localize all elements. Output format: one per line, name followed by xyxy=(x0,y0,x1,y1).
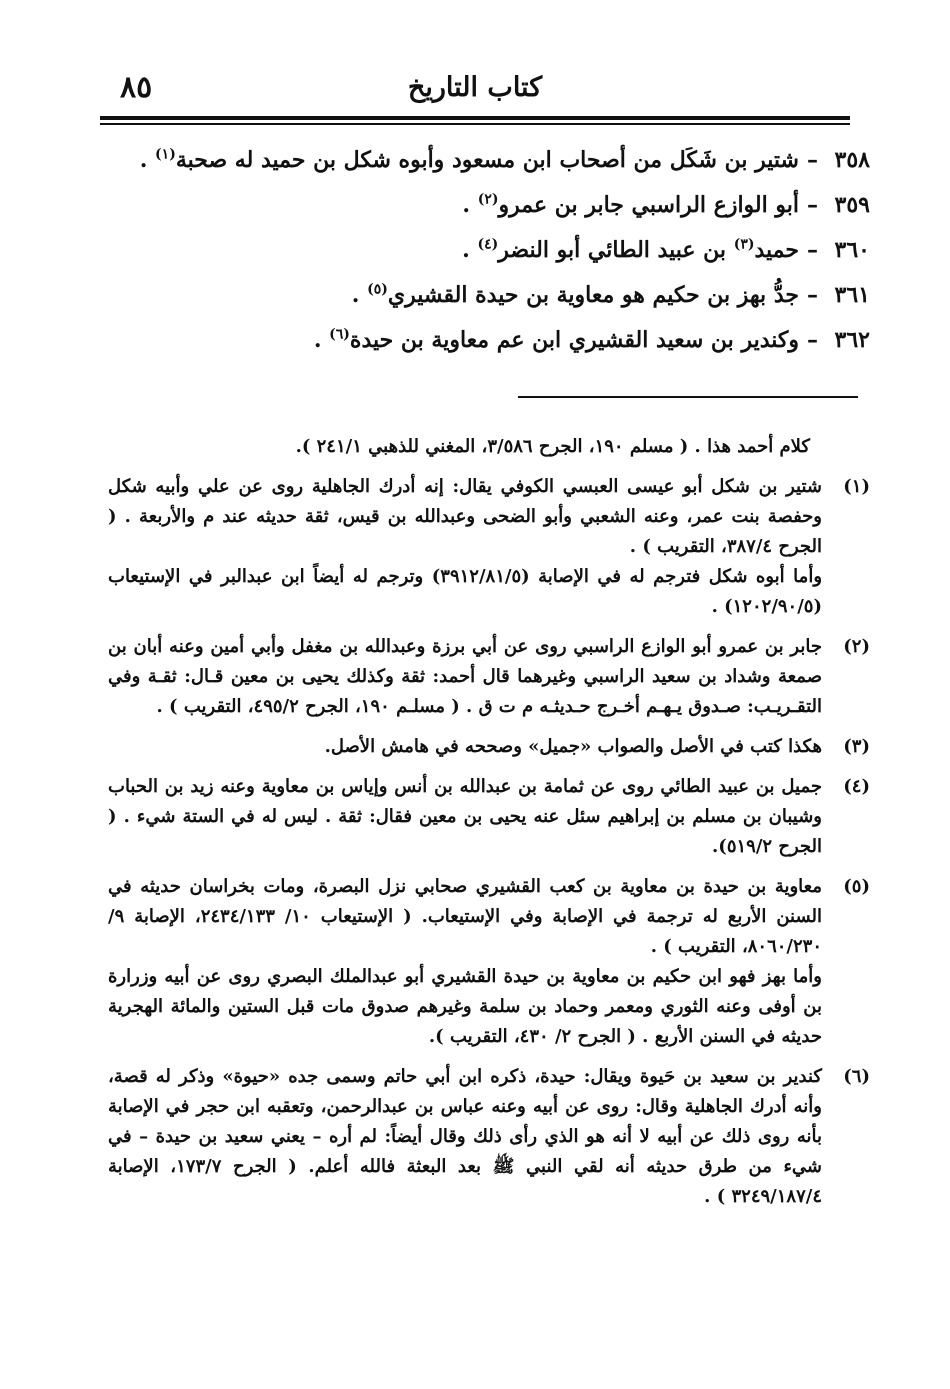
entry-361: ٣٦١–جدُّ بهز بن حكيم هو معاوية بن حيدة القشيري$^{(٥)}$ . xyxy=(110,273,870,318)
entry-358: ٣٥٨–شتير بن شَكَل من أصحاب ابن مسعود وأبوه شكل بن حميد له صحبة$^{(١)}$ . xyxy=(110,138,870,183)
entry-text: أبو الوازع الراسبي جابر بن عمرو xyxy=(498,192,799,218)
footnote-marker: (٦) xyxy=(843,1066,870,1087)
footnote-continuation: كلام أحمد هذا . ( مسلم ١٩٠، الجرح ٣/٥٨٦، المغني للذهبي ٢٤١/١ ). xyxy=(295,436,810,457)
footnote-marker: (٣) xyxy=(843,736,870,757)
footnote-marker: (٢) xyxy=(843,636,870,657)
page-header xyxy=(110,62,840,114)
entry-text: شتير بن شَكَل من أصحاب ابن مسعود وأبوه شكل بن حميد له صحبة xyxy=(175,147,799,173)
footnote-paragraph: شتير بن شكل أبو عيسى العبسي الكوفي يقال: إنه أدرك الجاهلية روى عن علي وأبيه شكل وحفصة بنت عمر، وعنه الشعبي وأبو الضحى وعبدالله بن قيس، ثقة حديثه عند م والأربعة . ( الجرح ٣٨٧/٤، التقريب ) . xyxy=(108,476,822,557)
page-number: ٨٥ xyxy=(120,70,153,105)
footnote-ref[interactable]: (٢) xyxy=(477,191,499,208)
footnote-ref[interactable]: (٥) xyxy=(367,281,388,298)
footnote-4 xyxy=(108,772,870,862)
entry-number: ٣٥٩ xyxy=(834,192,870,218)
header-rule-thin xyxy=(100,123,850,125)
footnote-body xyxy=(108,732,822,762)
footnote-paragraph: معاوية بن حيدة بن معاوية بن كعب القشيري صحابي نزل البصرة، ومات بخراسان حديثه في السنن الأربع له ترجمة في الإصابة وفي الإستيعاب. ( الإستيعاب ١٠/ ٢٤٣٤/١٣٣، الإصابة ٩/ ٨٠٦٠/٢٣٠، التقريب ) . xyxy=(108,876,822,957)
entry-362: ٣٦٢–وكندير بن سعيد القشيري ابن عم معاوية بن حيدة$^{(٦)}$ . xyxy=(110,318,870,363)
entry-number: ٣٦١ xyxy=(834,282,870,308)
footnote-5 xyxy=(108,872,870,1052)
footnote-ref[interactable]: (١) xyxy=(155,146,176,163)
footnote-body xyxy=(108,472,822,622)
entry-number: ٣٦٢ xyxy=(834,327,870,353)
footnote-marker: (١) xyxy=(843,476,870,497)
header-rule-thick xyxy=(100,116,850,120)
entry-number: ٣٦٠ xyxy=(834,237,870,263)
entry-360: ٣٦٠–حميد$^{(٣)}$ بن عبيد الطائي أبو النضر$^{(٤)}$ . xyxy=(110,228,870,273)
footnote-marker: (٥) xyxy=(843,876,870,897)
entry-tail: . xyxy=(462,192,478,218)
footnote-3 xyxy=(108,732,870,762)
entry-tail: . xyxy=(139,147,156,173)
footnotes xyxy=(108,432,870,1222)
footnote-body xyxy=(108,1062,822,1212)
footnote-ref[interactable]: (٤) xyxy=(477,236,499,253)
footnote-2 xyxy=(108,632,870,722)
footnote-paragraph: وأما بهز فهو ابن حكيم بن معاوية بن حيدة القشيري أبو عبدالملك البصري روى عن أبيه وزرارة بن أوفى وعنه الثوري ومعمر وحماد بن سلمة وغيرهم صدوق مات قبل الستين والمائة الهجرية حديثه في السنن الأربع . ( الجرح ٢/ ٤٣٠، التقريب ). xyxy=(108,966,822,1047)
entry-text: وكندير بن سعيد القشيري ابن عم معاوية بن حيدة xyxy=(349,327,799,353)
entry-tail: . xyxy=(462,237,478,263)
footnote-body xyxy=(108,632,822,722)
footnote-separator xyxy=(518,396,858,398)
footnote-body xyxy=(108,872,822,1052)
entry-359: ٣٥٩–أبو الوازع الراسبي جابر بن عمرو$^{(٢)}$ . xyxy=(110,183,870,228)
footnote-6 xyxy=(108,1062,870,1212)
footnote-paragraph: هكذا كتب في الأصل والصواب «جميل» وصححه في هامش الأصل. xyxy=(324,736,822,757)
footnote-marker: (٤) xyxy=(843,776,870,797)
entry-text: حميد xyxy=(754,237,799,263)
book-title: كتاب التاريخ xyxy=(407,72,543,103)
entry-text: جدُّ بهز بن حكيم هو معاوية بن حيدة القشيري xyxy=(387,282,799,308)
entry-tail: . xyxy=(313,327,330,353)
footnote-ref[interactable]: (٣) xyxy=(733,236,755,253)
entry-text: بن عبيد الطائي أبو النضر xyxy=(498,237,734,263)
entry-tail: . xyxy=(351,282,368,308)
footnote-body xyxy=(108,772,822,862)
footnote-1 xyxy=(108,472,870,622)
entry-number: ٣٥٨ xyxy=(834,147,870,173)
footnote-ref[interactable]: (٦) xyxy=(329,326,350,343)
footnote-paragraph: جابر بن عمرو أبو الوازع الراسبي روى عن أبي برزة وعبدالله بن مغفل وأبي أمين وعنه أبان بن صمعة وشداد بن سعيد الراسبي وغيرهما قال أحمد: ثقة وكذلك يحيى بن معين قـال: ثقـة وفي التقـريـب: صـدوق يـهـم أخـرج حـديثـه م ت ق . ( مسلـم ١٩٠، الجرح ٤٩٥/٢، التقريب ) . xyxy=(108,636,822,717)
entry-list xyxy=(110,138,870,363)
footnote-paragraph: جميل بن عبيد الطائي روى عن ثمامة بن عبدالله بن أنس وإياس بن معاوية وعنه زيد بن الحباب وشيبان بن مسلم بن إبراهيم سئل عنه يحيى بن معين فقال: ثقة . ليس له في الستة شيء . ( الجرح ٥١٩/٢). xyxy=(108,776,822,857)
footnote-paragraph: وأما أبوه شكل فترجم له في الإصابة (٣٩١٢/٨١/٥) وترجم له أيضاً ابن عبدالبر في الإستيعاب (١٢٠٢/٩٠/٥) . xyxy=(108,566,823,617)
footnote-paragraph: كندير بن سعيد بن حَيوة ويقال: حيدة، ذكره ابن أبي حاتم وسمى جده «حيوة» وذكر له قصة، وأنه أدرك الجاهلية وقال: روى عن أبيه وعنه عباس بن عبدالرحمن، وتعقبه ابن حجر في الإصابة بأنه روى ذلك عن أبيه لا أنه هو الذي رأى ذلك وقال أيضاً: لم أره – يعني سعيد بن حيدة – في شيء من طرق حديثه أنه لقي النبي ﷺ بعد البعثة فالله أعلم. ( الجرح ١٧٣/٧، الإصابة ٣٢٤٩/١٨٧/٤ ) . xyxy=(108,1066,822,1207)
